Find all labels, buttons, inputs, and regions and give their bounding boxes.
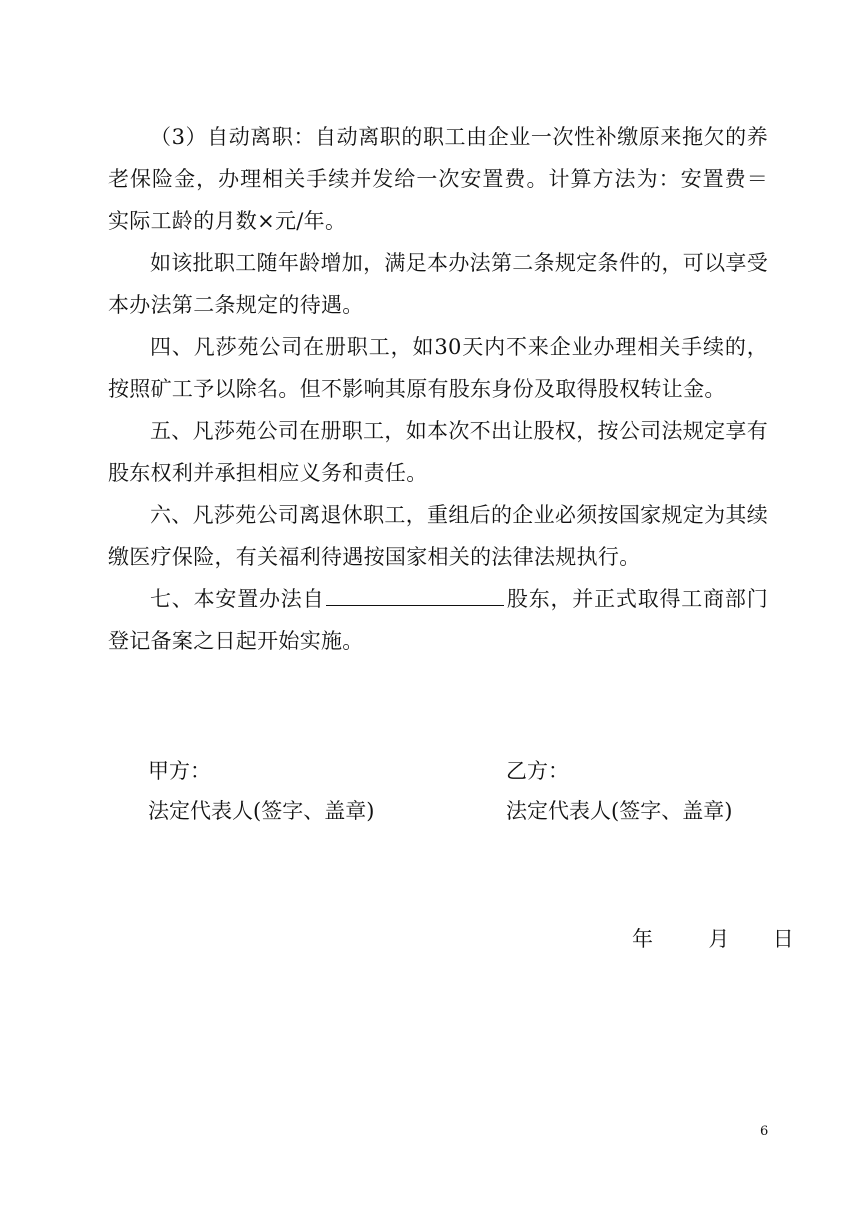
date-year: 年 <box>632 927 653 951</box>
paragraph-auto-resignation: （3）自动离职：自动离职的职工由企业一次性补缴原来拖欠的养老保险金，办理相关手续并发给一次安置费。计算方法为：安置费＝实际工龄的月数×元/年。 <box>108 125 768 233</box>
date-month: 月 <box>708 927 730 951</box>
paragraph-clause-6: 六、凡莎苑公司离退休职工，重组后的企业必须按国家规定为其续缴医疗保险，有关福利待遇按国家相关的法律法规执行。 <box>108 503 768 569</box>
paragraph-clause-4: 四、凡莎苑公司在册职工，如30天内不来企业办理相关手续的，按照矿工予以除名。但不影响其原有股东身份及取得股权转让金。 <box>108 335 768 401</box>
paragraph-clause-7 <box>108 578 768 662</box>
paragraph-clause-5: 五、凡莎苑公司在册职工，如本次不出让股权，按公司法规定享有股东权利并承担相应义务和责任。 <box>108 419 768 485</box>
party-b-representative: 法定代表人(签字、盖章) <box>506 799 733 823</box>
paragraph-age-condition: 如该批职工随年龄增加，满足本办法第二条规定条件的，可以享受本办法第二条规定的待遇。 <box>108 251 768 317</box>
party-a-label: 甲方： <box>148 759 211 783</box>
date-day: 日 <box>772 927 794 951</box>
clause-7-text-before: 七、本安置办法自 <box>150 587 325 611</box>
party-b-label: 乙方： <box>506 759 569 783</box>
page-number: 6 <box>760 1124 769 1139</box>
clause-7-blank-line <box>326 583 504 606</box>
party-a-representative: 法定代表人(签字、盖章) <box>148 799 375 823</box>
clause-7-text-after: 股东，并正式取得工商部门登记备案之日起开始实施。 <box>108 587 768 653</box>
signing-date <box>632 924 794 954</box>
